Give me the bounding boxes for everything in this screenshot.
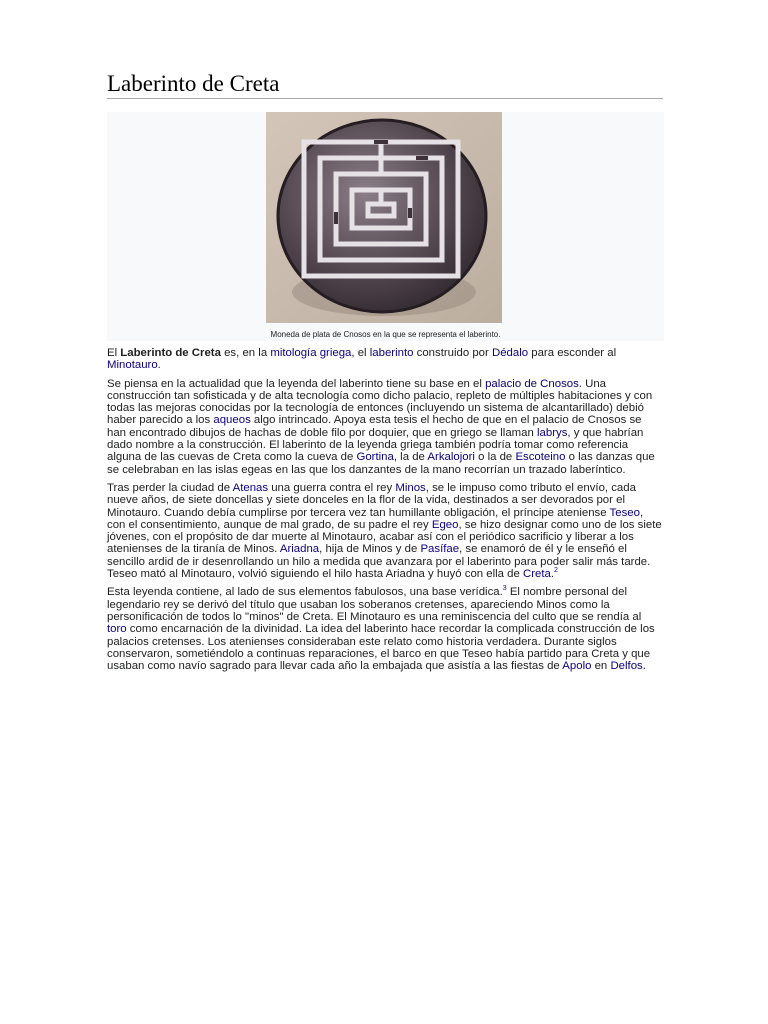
paragraph-intro <box>107 347 663 372</box>
text: . <box>642 660 646 673</box>
text: o la de <box>474 451 516 464</box>
text: , con el consentimiento, aunque de mal grado, de su padre el rey <box>107 506 644 531</box>
text: construido por <box>413 347 492 359</box>
text: , se le impuso como tributo el envío, cada nueve años, de siete doncellas y siete donceles en la flor de la vida, destinados a ser devorados por el Minotauro. Cuando debía cumplirse por tercera vez tan humillante obligación, el príncipe ateniense <box>107 481 636 519</box>
link-gortina[interactable]: Gortina <box>356 451 394 464</box>
link-aqueos[interactable]: aqueos <box>213 414 251 427</box>
text: para esconder al <box>528 347 617 359</box>
link-mitologia-griega[interactable]: mitología griega <box>270 347 352 359</box>
link-teseo[interactable]: Teseo <box>609 506 640 519</box>
text: , y que habrían dado nombre a la construcción. El laberinto de la leyenda griega también podría tomar como referencia alguna de las cuevas de Creta como la cueva de <box>107 426 644 464</box>
link-apolo[interactable]: Apolo <box>562 660 592 673</box>
text: . <box>157 359 161 372</box>
link-escoteino[interactable]: Escoteino <box>515 451 566 464</box>
link-atenas[interactable]: Atenas <box>232 481 269 494</box>
text: en <box>591 660 611 673</box>
coin-image <box>266 112 502 323</box>
text: . Una construcción tan sofisticada y de alta tecnología como dicho palacio, repleto de múltiples habitaciones y con todas las mejoras conocidas por la tecnología de entonces (incluyendo un sistema de alcantarillado) debió haber parecido a los <box>107 377 653 427</box>
link-minos[interactable]: Minos <box>395 481 426 494</box>
text: El nombre personal del legendario rey se derivó del título que usaban los soberanos cretenses, apareciendo Minos como la personificación de todos lo "minos" de Creta. El Minotauro es una reminiscencia del culto que se rendía al <box>107 586 642 623</box>
link-toro[interactable]: toro <box>107 623 127 636</box>
reference-link-2[interactable]: 2 <box>554 567 558 575</box>
link-dedalo[interactable]: Dédalo <box>491 347 529 359</box>
text: Esta leyenda contiene, al lado de sus elementos fabulosos, una base verídica. <box>107 586 503 599</box>
link-minotauro[interactable]: Minotauro <box>107 359 158 372</box>
article-body <box>107 347 663 678</box>
link-palacio-de-cnosos[interactable]: palacio de Cnosos <box>485 377 579 390</box>
text: El <box>107 347 121 359</box>
text: Tras perder la ciudad de <box>107 481 233 494</box>
figure <box>107 112 664 341</box>
text: , el <box>351 347 370 359</box>
link-creta[interactable]: Creta <box>523 568 551 581</box>
link-delfos[interactable]: Delfos <box>610 660 643 673</box>
text: , hija de Minos y de <box>319 543 421 556</box>
text: como encarnación de la divinidad. La idea del laberinto hace recordar la complicada construcción de los palacios cretenses. Los atenienses consideraban este relato como historia verdadera. Durante siglos conservaron, sometiéndolo a continuas reparaciones, el barco en que Teseo había partido para Creta y que usaban como navío sagrado para llevar cada año la embajada que asistía a las fiestas de <box>107 623 655 673</box>
link-arkalojori[interactable]: Arkalojori <box>427 451 475 464</box>
paragraph-leyenda <box>107 482 663 580</box>
link-pasifae[interactable]: Pasífae <box>420 543 460 556</box>
link-laberinto[interactable]: laberinto <box>369 347 414 359</box>
link-labrys[interactable]: labrys <box>537 426 568 439</box>
page-title: Laberinto de Creta <box>107 70 663 99</box>
image-caption: Moneda de plata de Cnosos en la que se representa el laberinto. <box>270 330 501 339</box>
text: Se piensa en la actualidad que la leyenda del laberinto tiene su base en el <box>107 377 486 390</box>
text: , se enamoró de él y le enseñó el sencillo ardid de ir desenrollando un hilo a medida que avanzara por el laberinto para poder salir más tarde. Teseo mató al Minotauro, volvió siguiendo el hilo hasta Ariadna y huyó con ella de <box>107 543 651 581</box>
link-egeo[interactable]: Egeo <box>431 518 459 531</box>
text: o las danzas que se celebraban en las islas egeas en las que los danzantes de la mano recorrían un trazado laberíntico. <box>107 451 655 476</box>
article-subject: Laberinto de Creta <box>120 347 221 359</box>
link-ariadna[interactable]: Ariadna <box>279 543 320 556</box>
text: es, en la <box>220 347 271 359</box>
text: algo intrincado. Apoya esta tesis el hecho de que en el palacio de Cnosos se han encontrado dibujos de hachas de doble filo por doquier, que en griego se llaman <box>107 414 642 439</box>
text: , se hizo designar como uno de los siete jóvenes, con el propósito de dar muerte al Minotauro, acabar así con el periódico sacrificio y liberar a los atenienses de la tiranía de Minos. <box>107 518 662 556</box>
text: una guerra contra el rey <box>268 481 396 494</box>
text: . <box>550 568 555 581</box>
paragraph-base-veridica <box>107 586 663 672</box>
text: , la de <box>393 451 428 464</box>
paragraph-palacio <box>107 378 663 476</box>
reference-link-3[interactable]: 3 <box>502 585 507 593</box>
